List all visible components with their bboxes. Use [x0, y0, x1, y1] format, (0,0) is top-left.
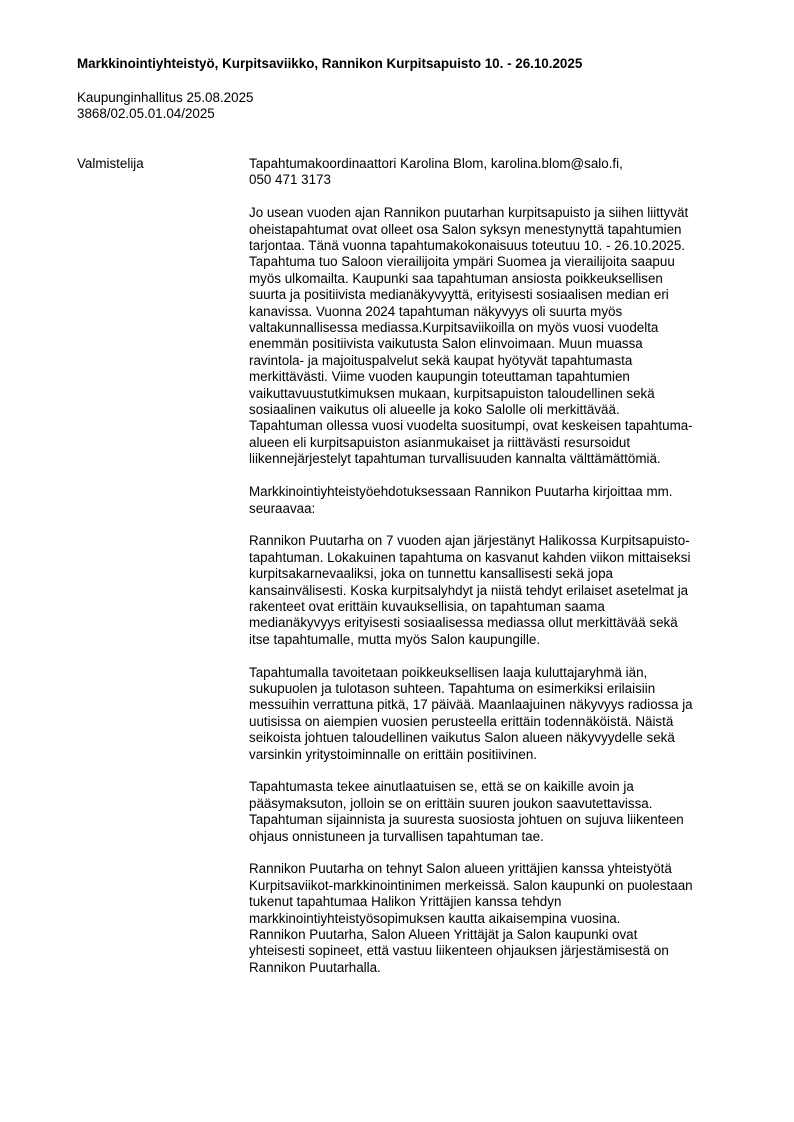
text-line: Rannikon Puutarhalla. — [249, 959, 381, 975]
proposal-paragraph-1 — [249, 533, 749, 648]
text-line: itse tapahtumalle, mutta myös Salon kaupungille. — [249, 631, 541, 647]
text-line: Markkinointiyhteistyöehdotuksessaan Rannikon Puutarha kirjoittaa mm. — [249, 484, 673, 500]
text-line: rakenteet ovat erittäin kuvauksellisia, on tapahtuman saama — [249, 598, 605, 614]
text-line: sosiaalinen vaikutus oli alueelle ja koko Salolle oli merkittävää. — [249, 402, 620, 418]
text-line: uutisissa on aiempien vuosien perusteella erittäin todennäköistä. Näistä — [249, 713, 674, 729]
background-paragraph — [249, 205, 749, 468]
text-line: Tapahtumasta tekee ainutlaatuisen se, että se on kaikille avoin ja — [249, 779, 634, 795]
text-line: valtakunnallisessa mediassa.Kurpitsaviikoilla on myös vuosi vuodelta — [249, 320, 659, 336]
text-line: Rannikon Puutarha on 7 vuoden ajan järjestänyt Halikossa Kurpitsapuisto- — [249, 533, 690, 549]
document-title: Markkinointiyhteistyö, Kurpitsaviikko, Rannikon Kurpitsapuisto 10. - 26.10.2025 — [77, 56, 583, 71]
text-line: ohjaus onnistuneen ja turvallisen tapahtuman tae. — [249, 828, 544, 844]
text-line: Tapahtuman ollessa vuosi vuodelta suositumpi, ovat keskeisen tapahtuma- — [249, 418, 693, 434]
text-line: kansainvälisesti. Koska kurpitsalyhdyt ja niistä tehdyt erilaiset asetelmat ja — [249, 582, 689, 598]
preparer-label: Valmistelija — [77, 156, 144, 171]
text-line: kurpitsakarnevaaliksi, joka on tunnettu kansallisesti sekä jopa — [249, 566, 613, 582]
text-line: Jo usean vuoden ajan Rannikon puutarhan kurpitsapuisto ja siihen liittyvät — [249, 205, 689, 221]
text-line: tapahtuman. Lokakuinen tapahtuma on kasvanut kahden viikon mittaiseksi — [249, 549, 691, 565]
text-line: kanavissa. Vuonna 2024 tapahtuman näkyvyys oli suurta myös — [249, 303, 623, 319]
text-line: Rannikon Puutarha on tehnyt Salon alueen yrittäjien kanssa yhteistyötä — [249, 861, 672, 877]
text-line: varsinkin yritystoiminnalle on erittäin positiivinen. — [249, 746, 538, 762]
text-line: alueen eli kurpitsapuiston asianmukaiset ja riittävästi resursoidut — [249, 434, 631, 450]
text-line: enemmän positiivista vaikutusta Salon elinvoimaan. Muun muassa — [249, 336, 643, 352]
meeting-line: Kaupunginhallitus 25.08.2025 — [77, 90, 254, 105]
text-line: tarjontaa. Tänä vuonna tapahtumakokonaisuus toteutuu 10. - 26.10.2025. — [249, 238, 686, 254]
text-line: seuraavaa: — [249, 500, 316, 516]
text-line: Tapahtuman sijainnista ja suuresta suosiosta johtuen on sujuva liikenteen — [249, 812, 684, 828]
record-number: 3868/02.05.01.04/2025 — [77, 106, 215, 122]
text-line: yhteisesti sopineet, että vastuu liikenteen ohjauksen järjestämisestä on — [249, 943, 669, 959]
text-line: medianäkyvyys erityisesti sosiaalisessa mediassa ollut merkittävää sekä — [249, 615, 678, 631]
proposal-intro — [249, 484, 749, 517]
text-line: myös ulkomailta. Kaupunki saa tapahtuman ansiosta poikkeuksellisen — [249, 270, 663, 286]
text-line: Tapahtumalla tavoitetaan poikkeuksellisen laaja kuluttajaryhmä iän, — [249, 664, 648, 680]
text-line: Tapahtuma tuo Saloon vierailijoita ympäri Suomea ja vierailijoita saapuu — [249, 254, 675, 270]
preparer-contact — [249, 156, 749, 189]
text-line: tukenut tapahtumaa Halikon Yrittäjien kanssa tehdyn — [249, 894, 562, 910]
text-line: ravintola- ja majoituspalvelut sekä kaupat hyötyvät tapahtumasta — [249, 352, 633, 368]
text-line: pääsymaksuton, jolloin se on erittäin suuren joukon saavutettavissa. — [249, 795, 653, 811]
text-line: oheistapahtumat ovat olleet osa Salon syksyn menestynyttä tapahtumien — [249, 221, 682, 237]
text-line: suurta ja positiivista medianäkyvyyttä, erityisesti sosiaalisen median eri — [249, 287, 669, 303]
text-line: markkinointiyhteistyösopimuksen kautta aikaisempina vuosina. — [249, 910, 621, 926]
proposal-paragraph-2 — [249, 665, 749, 763]
text-line: sukupuolen ja tulotason suhteen. Tapahtuma on esimerkiksi erilaisiin — [249, 680, 656, 696]
text-line: vaikuttavuustutkimuksen mukaan, kurpitsapuiston taloudellinen sekä — [249, 385, 655, 401]
document-meta — [77, 90, 253, 123]
text-line: merkittävästi. Viime vuoden kaupungin toteuttaman tapahtumien — [249, 369, 630, 385]
proposal-paragraph-3 — [249, 779, 749, 845]
text-line: Kurpitsaviikot-markkinointinimen merkeissä. Salon kaupunki on puolestaan — [249, 877, 693, 893]
proposal-paragraph-4 — [249, 861, 749, 976]
text-line: Rannikon Puutarha, Salon Alueen Yrittäjät ja Salon kaupunki ovat — [249, 927, 638, 942]
text-line: Tapahtumakoordinaattori Karolina Blom, karolina.blom@salo.fi, — [249, 156, 623, 171]
text-line: messuihin verrattuna pitkä, 17 päivää. Maanlaajuinen näkyvyys radiossa ja — [249, 697, 693, 713]
document-body — [249, 156, 749, 993]
text-line: liikennejärjestelyt tapahtuman turvallisuuden kannalta välttämättömiä. — [249, 451, 661, 467]
text-line: seikoista johtuen taloudellinen vaikutus Salon alueen näkyvyydelle sekä — [249, 730, 675, 746]
text-line: 050 471 3173 — [249, 172, 331, 188]
